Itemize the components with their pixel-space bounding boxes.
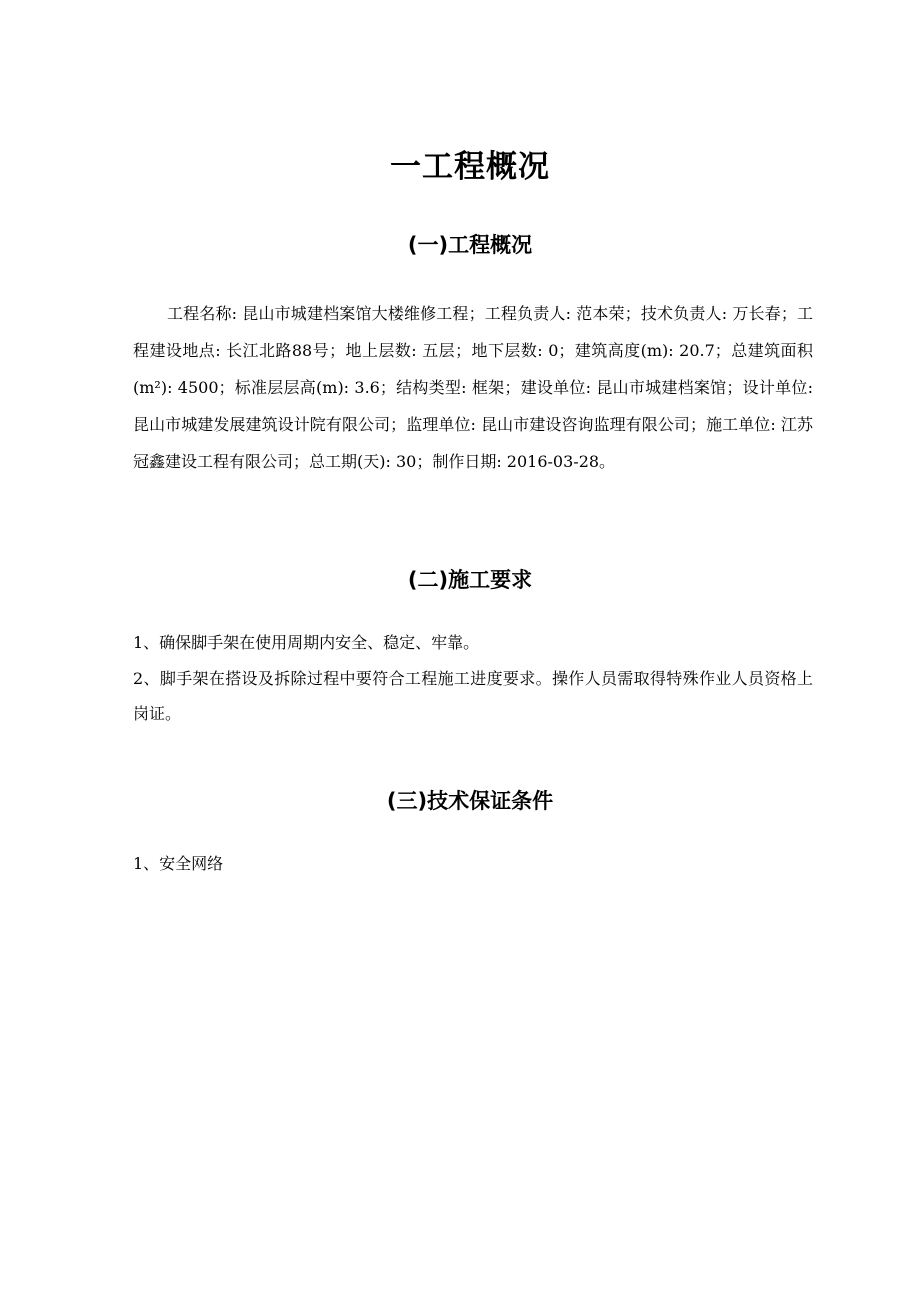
- section-heading-overview: (一)工程概况: [407, 233, 533, 257]
- section-heading-requirements: (二)施工要求: [407, 568, 533, 592]
- requirement-item: 1、确保脚手架在使用周期内安全、稳定、牢靠。: [133, 633, 480, 652]
- section-heading-technical-guarantee: (三)技术保证条件: [386, 789, 554, 813]
- technical-guarantee-item: 1、安全网络: [133, 854, 224, 873]
- overview-paragraph: 工程名称: 昆山市城建档案馆大楼维修工程；工程负责人: 范本荣；技术负责人: 万长春；工程建设地点: 长江北路88号；地上层数: 五层；地下层数: 0；建筑高度(m): 20.7；总建筑面积(m²): 4500；标准层层高(m): 3.6；结构类型: 框架；建设单位: 昆山市城建档案馆；设计单位: 昆山市城建发展建筑设计院有限公司；监理单位: 昆山市建设咨询监理有限公司；施工单位: 江苏冠鑫建设工程有限公司；总工期(天): 30；制作日期: 2016-03-28。: [133, 304, 813, 471]
- page-title: 一工程概况: [390, 149, 550, 185]
- requirement-item: 2、脚手架在搭设及拆除过程中要符合工程施工进度要求。操作人员需取得特殊作业人员资格上岗证。: [133, 669, 813, 723]
